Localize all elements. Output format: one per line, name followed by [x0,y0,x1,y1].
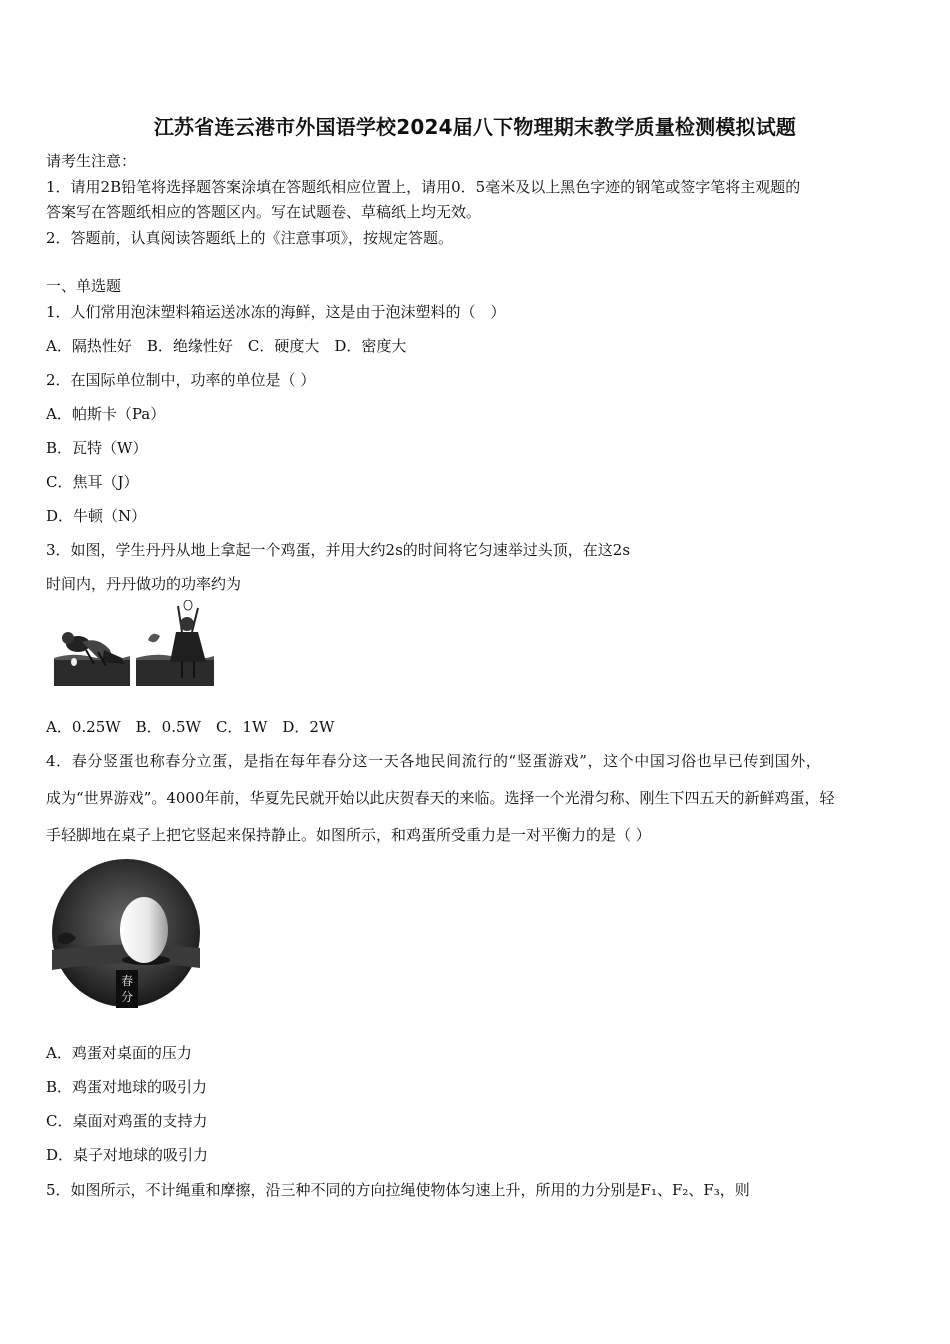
q1-options: A．隔热性好 B．绝缘性好 C．硬度大 D．密度大 [46,337,407,355]
q2-option-b: B．瓦特（W） [46,439,148,457]
q1-stem: 1．人们常用泡沫塑料箱运送冰冻的海鲜，这是由于泡沫塑料的（ ） [46,303,506,321]
q2-option-c: C．焦耳（J） [46,473,139,491]
q2-option-d: D．牛顿（N） [46,507,147,525]
q2-option-a: A．帕斯卡（Pa） [46,405,166,423]
q4-figure-standing-egg [50,858,202,1008]
q4-figure-caption-char-1: 春 [120,974,134,988]
notice-item-2: 2．答题前，认真阅读答题纸上的《注意事项》，按规定答题。 [46,229,454,247]
page-title: 江苏省连云港市外国语学校2024届八下物理期末教学质量检测模拟试题 [153,115,797,139]
notice-item-1-line-2: 答案写在答题纸相应的答题区内。写在试题卷、草稿纸上均无效。 [46,203,482,221]
notice-heading: 请考生注意： [46,152,137,170]
q3-stem-line-1: 3．如图，学生丹丹从地上拿起一个鸡蛋，并用大约2s的时间将它匀速举过头顶，在这2s [46,541,631,559]
q3-figure-student-lifting-egg [52,600,216,688]
q4-option-d: D．桌子对地球的吸引力 [46,1146,209,1164]
q4-option-b: B．鸡蛋对地球的吸引力 [46,1078,208,1096]
q4-stem-line-3: 手轻脚地在桌子上把它竖起来保持静止。如图所示，和鸡蛋所受重力是一对平衡力的是（ ） [46,826,651,844]
q2-stem: 2．在国际单位制中，功率的单位是（ ） [46,371,316,389]
q5-stem: 5．如图所示，不计绳重和摩擦，沿三种不同的方向拉绳使物体匀速上升，所用的力分别是F₁、F₂、F₃，则 [46,1181,750,1199]
q3-stem-line-2: 时间内，丹丹做功的功率约为 [46,575,242,593]
q3-options: A．0.25W B．0.5W C．1W D．2W [46,718,335,736]
q4-figure-caption-char-2: 分 [120,990,134,1004]
q4-option-c: C．桌面对鸡蛋的支持力 [46,1112,208,1130]
q4-option-a: A．鸡蛋对桌面的压力 [46,1044,192,1062]
notice-item-1-line-1: 1．请用2B铅笔将选择题答案涂填在答题纸相应位置上，请用0．5毫米及以上黑色字迹的钢笔或签字笔将主观题的 [46,178,801,196]
q4-stem-line-1: 4．春分竖蛋也称春分立蛋，是指在每年春分这一天各地民间流行的“竖蛋游戏”，这个中国习俗也早已传到国外， [46,752,822,770]
q4-stem-line-2: 成为“世界游戏”。4000年前，华夏先民就开始以此庆贺春天的来临。选择一个光滑匀称、刚生下四五天的新鲜鸡蛋，轻 [46,789,835,807]
section-heading: 一、单选题 [46,277,122,295]
